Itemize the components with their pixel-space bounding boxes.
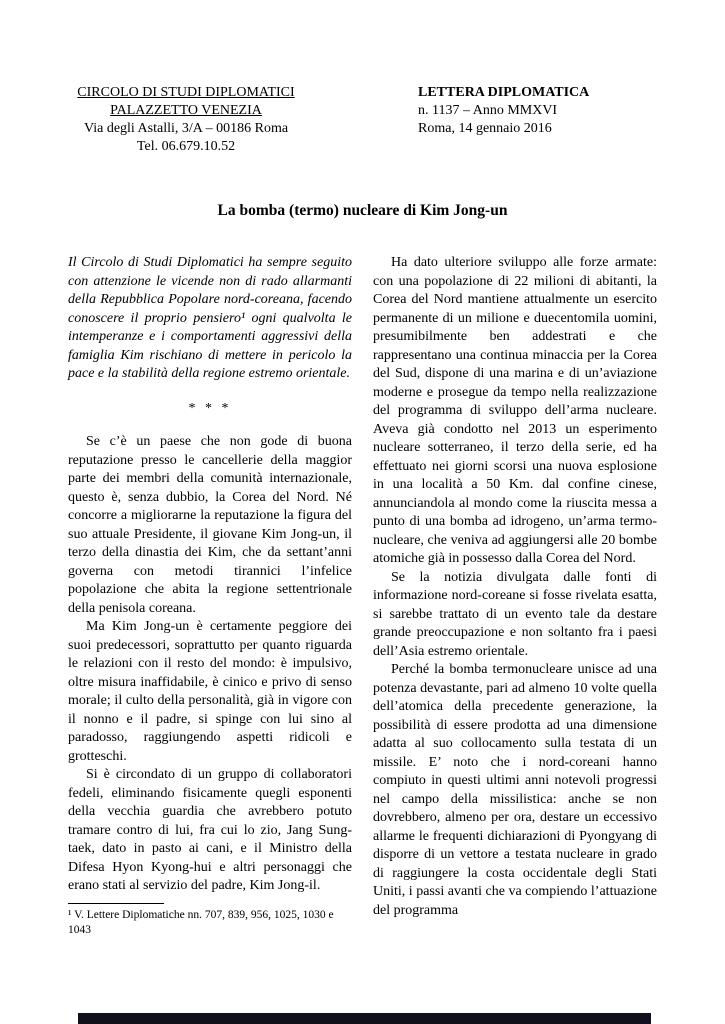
body-paragraph: Perché la bomba termonucleare unisce ad una potenza devastante, pari ad almeno 10 volte quella dell’atomica della precedente generazione, la possibilità di essere prodotta ad una dimensione adatta al suo collocamento sulla testata di un missile. E’ noto che i nord-coreani hanno compiuto in questi ultimi anni notevoli progressi nel campo della missilistica: anche se non dovrebbero, almeno per ora, destare un eccessivo allarme le frequenti dichiarazioni di Pyongyang di disporre di un vettore a testata nucleare in grado di raggiungere la costa occidentale degli Stati Uniti, i passi avanti che va compiendo l’attuazione del programma [373, 662, 657, 918]
two-column-body [68, 254, 657, 938]
left-column [68, 254, 352, 938]
dateline: Roma, 14 gennaio 2016 [418, 121, 552, 136]
footnote-rule [68, 903, 164, 904]
footnote-text: ¹ V. Lettere Diplomatiche nn. 707, 839, 956, 1025, 1030 e 1043 [68, 908, 334, 936]
document-title: La bomba (termo) nucleare di Kim Jong-un [217, 202, 508, 219]
publication-name: LETTERA DIPLOMATICA [418, 85, 590, 100]
intro-paragraph: Il Circolo di Studi Diplomatici ha sempre seguito con attenzione le vicende non di rado allarmanti della Repubblica Popolare nord-coreana, facendo conoscere il proprio pensiero¹ ogni qualvolta le intemperanze e i comportamenti aggressivi della famiglia Kim rischiano di mettere in pericolo la pace e la stabilità della regione estremo orientale. [68, 255, 352, 381]
right-column [373, 254, 657, 938]
issue-number: n. 1137 – Anno MMXVI [418, 103, 558, 118]
body-paragraph: Se c’è un paese che non gode di buona reputazione presso le cancellerie della maggior parte dei membri della comunità internazionale, questo è, senza dubbio, la Corea del Nord. Né concorre a migliorarne la reputazione la figura del suo attuale Presidente, il giovane Kim Jong-un, il terzo della dinastia dei Kim, che da settant’anni governa con metodi tirannici l’infelice popolazione che abita la regione settentrionale della penisola coreana. [68, 434, 352, 616]
section-separator: * * * [188, 400, 232, 416]
body-paragraph: Se la notizia divulgata dalle fonti di informazione nord-coreane si fosse rivelata esatta, si sarebbe trattato di un evento tale da destare grande preoccupazione e non soltanto fra i paesi dell’Asia estremo orientale. [373, 569, 657, 659]
sender-organization: CIRCOLO DI STUDI DIPLOMATICI [77, 85, 295, 100]
letter-meta-block [418, 84, 589, 138]
sender-building: PALAZZETTO VENEZIA [110, 103, 262, 118]
body-paragraph: Si è circondato di un gruppo di collaboratori fedeli, eliminando fisicamente quegli esponenti della vecchia guardia che avrebbero potuto tramare contro di lui, fra cui lo zio, Jang Sung-taek, dato in pasto ai cani, e il Ministro della Difesa Hyon Kyong-hui e altri personaggi che erano stati al servizio del padre, Kim Jong-il. [68, 767, 352, 893]
sender-block [68, 84, 304, 156]
sender-address: Via degli Astalli, 3/A – 00186 Roma [83, 121, 289, 136]
footnote-area [68, 903, 352, 938]
body-paragraph: Ma Kim Jong-un è certamente peggiore dei suoi predecessori, soprattutto per quanto riguarda le relazioni con il resto del mondo: è impulsivo, oltre misura inaffidabile, è cinico e privo di senso morale; il culto della personalità, già in vigore con il nonno e il padre, si spinge con lui sino al paradosso, raggiungendo aspetti ridicoli e grotteschi. [68, 619, 352, 764]
sender-phone: Tel. 06.679.10.52 [136, 139, 236, 154]
document-header [68, 84, 657, 156]
bottom-bar [78, 1013, 651, 1024]
body-paragraph: Ha dato ulteriore sviluppo alle forze armate: con una popolazione di 22 milioni di abitanti, la Corea del Nord mantiene attualmente un esercito permanente di un milione e duecentomila uomini, presumibilmente ben addestrati e che rappresentano una continua minaccia per la Corea del Sud, dispone di una marina e di un’aviazione moderne e prosegue da tempo nella realizzazione del programma di sviluppo dell’arma nucleare. Aveva già condotto nel 2013 un esperimento nucleare sotterraneo, il terzo della serie, ed ha effettuato nei giorni scorsi una nuova esplosione in una località a 50 Km. dal confine cinese, annunciandola al mondo come la riuscita messa a punto di una bomba ad idrogeno, un’arma termo-nucleare, che veniva ad aggiungersi alle 20 bombe atomiche già in possesso dalla Corea del Nord. [373, 255, 657, 566]
